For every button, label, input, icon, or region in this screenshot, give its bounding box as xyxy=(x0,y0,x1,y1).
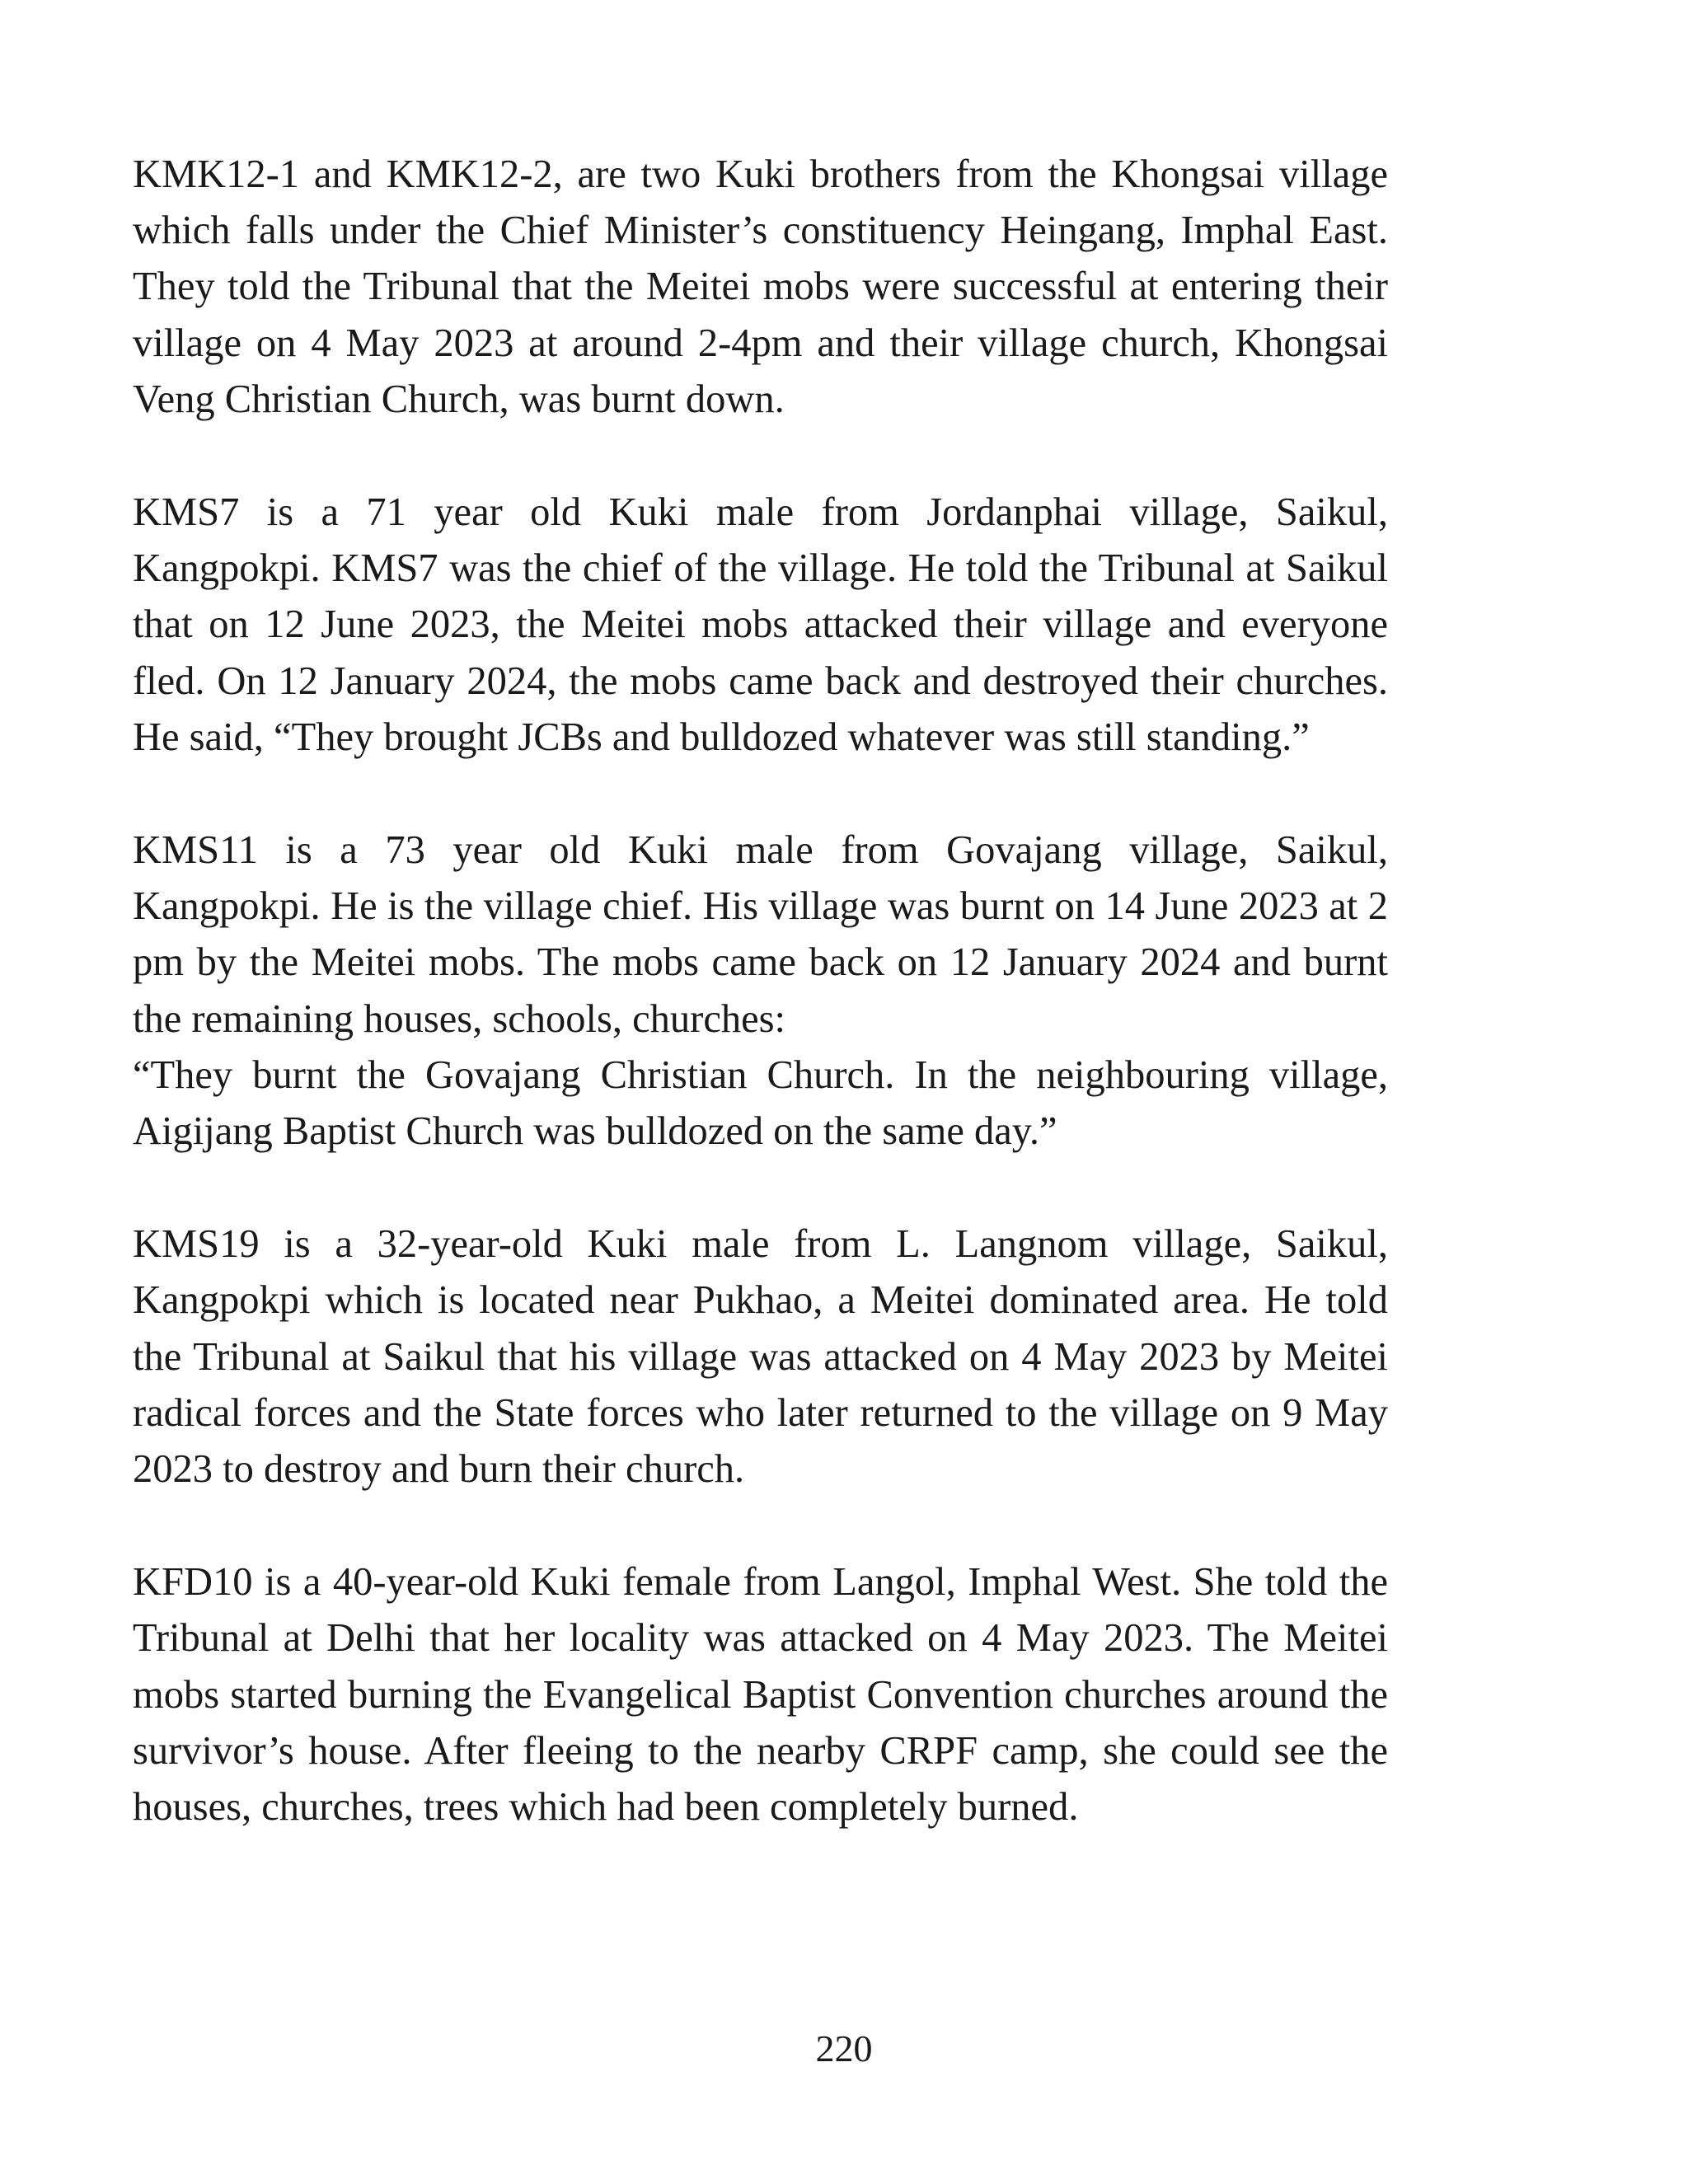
paragraph-kmk12: KMK12-1 and KMK12-2, are two Kuki brothers from the Khongsai village which falls under the Chief Minister’s constituency Heingang, Imphal East. They told the Tribunal that the Meitei mobs were successful at entering their village on 4 May 2023 at around 2-4pm and their village church, Khongsai Veng Christian Church, was burnt down. xyxy=(133,152,1388,421)
quote-kms11: “They burnt the Govajang Christian Church. In the neighbouring village, Aigijang Baptist Church was bulldozed on the same day.” xyxy=(133,1052,1388,1154)
paragraph-kfd10: KFD10 is a 40-year-old Kuki female from Langol, Imphal West. She told the Tribunal at Delhi that her locality was attacked on 4 May 2023. The Meitei mobs started burning the Evangelical Baptist Convention churches around the survivor’s house. After fleeing to the nearby CRPF camp, she could see the houses, churches, trees which had been completely burned. xyxy=(133,1560,1388,1830)
page-number: 220 xyxy=(815,2027,873,2069)
paragraph-kms11: KMS11 is a 73 year old Kuki male from Govajang village, Saikul, Kangpokpi. He is the village chief. His village was burnt on 14 June 2023 at 2 pm by the Meitei mobs. The mobs came back on 12 January 2024 and burnt the remaining houses, schools, churches: xyxy=(133,828,1388,1041)
paragraph-kms19: KMS19 is a 32-year-old Kuki male from L. Langnom village, Saikul, Kangpokpi which is located near Pukhao, a Meitei dominated area. He told the Tribunal at Saikul that his village was attacked on 4 May 2023 by Meitei radical forces and the State forces who later returned to the village on 9 May 2023 to destroy and burn their church. xyxy=(133,1222,1388,1492)
page-body xyxy=(133,147,1388,1892)
paragraph-kms7: KMS7 is a 71 year old Kuki male from Jordanphai village, Saikul, Kangpokpi. KMS7 was the chief of the village. He told the Tribunal at Saikul that on 12 June 2023, the Meitei mobs attacked their village and everyone fled. On 12 January 2024, the mobs came back and destroyed their churches. He said, “They brought JCBs and bulldozed whatever was still standing.” xyxy=(133,490,1388,759)
